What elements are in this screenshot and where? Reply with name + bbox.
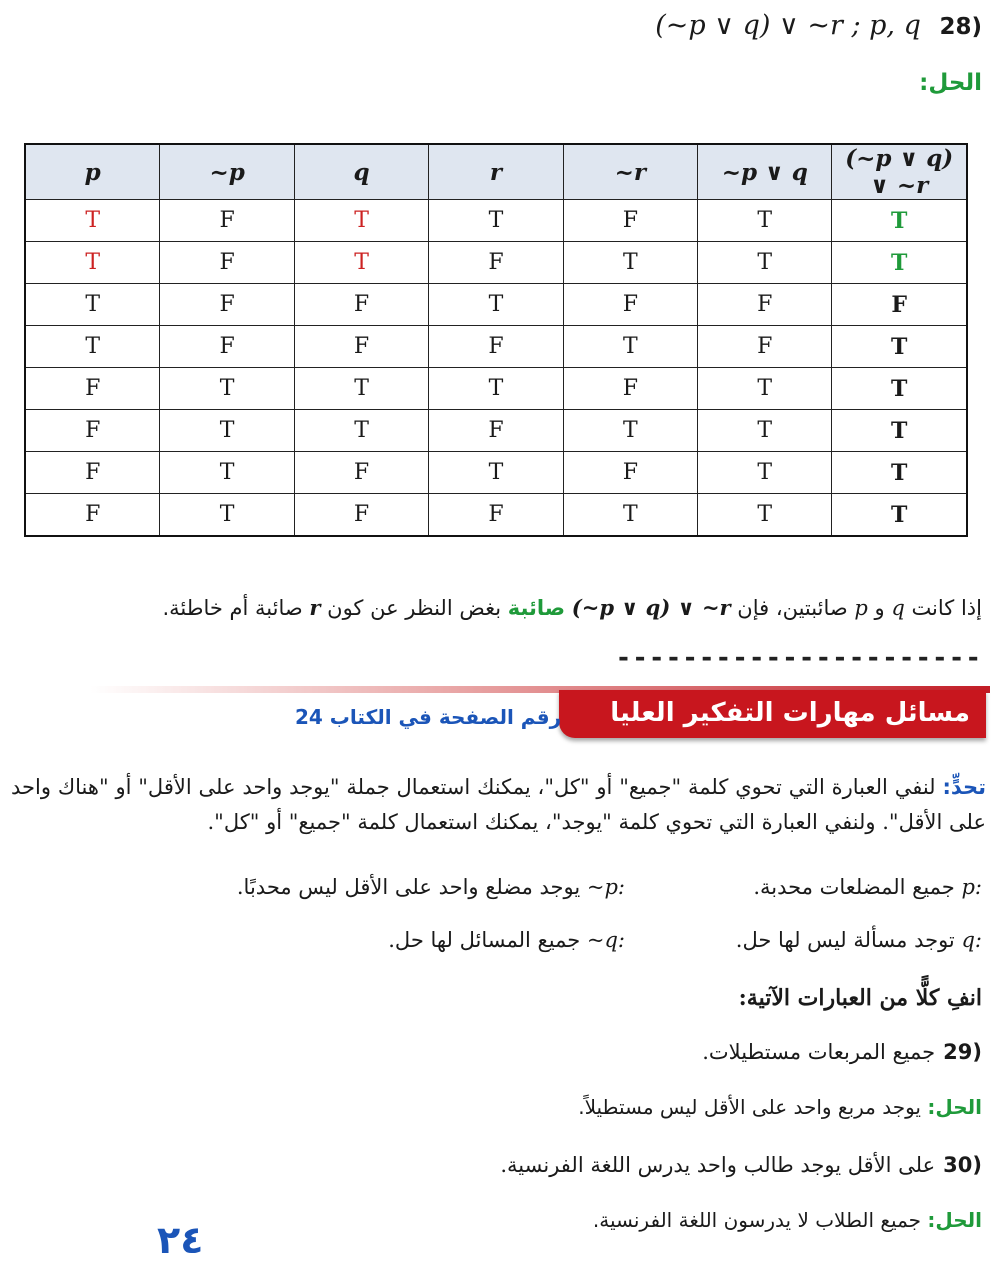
conclusion-part: بغض النظر عن كون	[320, 596, 508, 620]
statement-p-var: p:	[961, 875, 982, 899]
statement-not-q-var: ~q:	[586, 928, 625, 952]
challenge-label: تحدٍّ:	[942, 775, 986, 799]
book-page-reference: رقم الصفحة في الكتاب 24	[295, 705, 562, 729]
table-cell: T	[698, 410, 832, 452]
table-cell: T	[429, 284, 563, 326]
conclusion-part	[565, 596, 572, 620]
table-cell: F	[429, 242, 563, 284]
answer-30	[593, 1208, 982, 1232]
table-cell: F	[563, 368, 697, 410]
table-cell: F	[294, 284, 428, 326]
table-row	[25, 284, 967, 326]
table-cell-result: F	[832, 284, 967, 326]
question-28-expression: (~p ∨ q) ∨ ~r ; p, q	[655, 10, 921, 41]
conclusion-part: و	[867, 596, 892, 620]
table-cell: F	[294, 326, 428, 368]
answer-29	[578, 1095, 982, 1119]
table-cell: F	[429, 326, 563, 368]
table-cell: T	[563, 242, 697, 284]
conclusion-expression: (~p ∨ q) ∨ ~r	[571, 595, 731, 620]
true-word: صائبة	[507, 596, 566, 620]
table-cell: F	[160, 242, 294, 284]
header-r: r	[429, 144, 563, 200]
header-not-p: ~p	[160, 144, 294, 200]
table-cell: T	[160, 410, 294, 452]
table-cell-result: T	[832, 242, 967, 284]
table-cell: T	[25, 326, 160, 368]
table-cell: T	[294, 242, 428, 284]
statement-not-p-text: يوجد مضلع واحد على الأقل ليس محدبًا.	[236, 875, 581, 899]
statement-not-p	[237, 875, 625, 899]
table-row	[25, 200, 967, 242]
table-cell-result: T	[832, 368, 967, 410]
statement-q-text: توجد مسألة ليس لها حل.	[735, 928, 955, 952]
header-not-r: ~r	[563, 144, 697, 200]
table-cell: T	[25, 242, 160, 284]
truth-table	[24, 143, 968, 537]
table-cell: T	[429, 452, 563, 494]
table-cell: T	[698, 368, 832, 410]
table-cell: F	[25, 494, 160, 537]
table-cell: F	[294, 452, 428, 494]
statement-q-var: q:	[961, 928, 982, 952]
exercise-heading: انفِ كلًّا من العبارات الآتية:	[738, 985, 982, 1011]
conclusion-text	[162, 595, 982, 620]
table-cell: T	[429, 368, 563, 410]
table-cell: T	[698, 494, 832, 537]
conclusion-part: إذا كانت	[904, 596, 982, 620]
var-p: p	[854, 596, 868, 620]
table-cell: T	[160, 494, 294, 537]
question-29-text: جميع المربعات مستطيلات.	[702, 1040, 936, 1064]
table-cell: F	[698, 284, 832, 326]
table-cell: T	[294, 410, 428, 452]
table-cell: F	[294, 494, 428, 537]
table-row	[25, 410, 967, 452]
table-cell: T	[698, 452, 832, 494]
table-cell: T	[563, 326, 697, 368]
table-cell: T	[698, 242, 832, 284]
table-row	[25, 452, 967, 494]
question-29	[702, 1040, 982, 1064]
table-cell: F	[25, 410, 160, 452]
table-cell-result: T	[832, 326, 967, 368]
table-row	[25, 368, 967, 410]
var-r: r	[309, 595, 321, 620]
table-cell: F	[563, 284, 697, 326]
statement-p	[753, 875, 982, 899]
table-cell: T	[25, 200, 160, 242]
table-cell: F	[160, 200, 294, 242]
question-28-number: 28)	[939, 14, 982, 40]
conclusion-part: صائبة أم خاطئة.	[162, 596, 310, 620]
table-cell: F	[563, 452, 697, 494]
table-cell-result: T	[832, 410, 967, 452]
statement-q	[736, 928, 982, 952]
table-cell: T	[563, 410, 697, 452]
table-cell: F	[160, 326, 294, 368]
table-cell-result: T	[832, 494, 967, 537]
table-cell: F	[429, 410, 563, 452]
table-cell: T	[698, 200, 832, 242]
table-row	[25, 242, 967, 284]
answer-29-text: يوجد مربع واحد على الأقل ليس مستطيلاً.	[578, 1095, 928, 1119]
answer-29-label: الحل:	[927, 1095, 982, 1119]
header-p: p	[25, 144, 160, 200]
statement-p-text: جميع المضلعات محدبة.	[753, 875, 955, 899]
table-row	[25, 326, 967, 368]
table-cell: T	[294, 368, 428, 410]
question-30-number: 30)	[943, 1153, 982, 1177]
challenge-paragraph	[11, 770, 986, 840]
var-q: q	[891, 596, 905, 620]
section-title: مسائل مهارات التفكير العليا	[610, 698, 970, 728]
table-cell: F	[698, 326, 832, 368]
header-result: (~p ∨ q) ∨ ~r	[832, 144, 967, 200]
question-28	[655, 10, 982, 41]
answer-30-text: جميع الطلاب لا يدرسون اللغة الفرنسية.	[592, 1208, 928, 1232]
conclusion-part: صائبتين، فإن	[730, 596, 855, 620]
table-cell-result: T	[832, 200, 967, 242]
question-30	[500, 1153, 982, 1177]
table-cell: F	[25, 368, 160, 410]
table-cell: T	[294, 200, 428, 242]
page-number: ٢٤	[157, 1218, 204, 1262]
table-cell: T	[25, 284, 160, 326]
table-cell: T	[563, 494, 697, 537]
answer-30-label: الحل:	[927, 1208, 982, 1232]
table-header-row	[25, 144, 967, 200]
solution-label: الحل:	[919, 70, 982, 96]
table-cell: F	[429, 494, 563, 537]
separator-dashes: ----------------------	[615, 643, 982, 673]
table-cell: F	[563, 200, 697, 242]
table-cell-result: T	[832, 452, 967, 494]
statement-not-q	[388, 928, 625, 952]
table-cell: F	[160, 284, 294, 326]
table-cell: F	[25, 452, 160, 494]
header-q: q	[294, 144, 428, 200]
table-cell: T	[160, 368, 294, 410]
question-30-text: على الأقل يوجد طالب واحد يدرس اللغة الفرنسية.	[500, 1153, 936, 1177]
statement-not-q-text: جميع المسائل لها حل.	[388, 928, 581, 952]
table-cell: T	[429, 200, 563, 242]
table-cell: T	[160, 452, 294, 494]
table-row	[25, 494, 967, 537]
question-29-number: 29)	[943, 1040, 982, 1064]
statement-not-p-var: ~p:	[586, 875, 625, 899]
challenge-text: لنفي العبارة التي تحوي كلمة "جميع" أو "كل"، يمكنك استعمال جملة "يوجد واحد على الأقل" أو "هناك واحد على الأقل". ولنفي العبارة التي تحوي كلمة "يوجد"، يمكنك استعمال كلمة "جميع" أو "كل".	[11, 775, 986, 834]
header-not-p-or-q: ~p ∨ q	[698, 144, 832, 200]
